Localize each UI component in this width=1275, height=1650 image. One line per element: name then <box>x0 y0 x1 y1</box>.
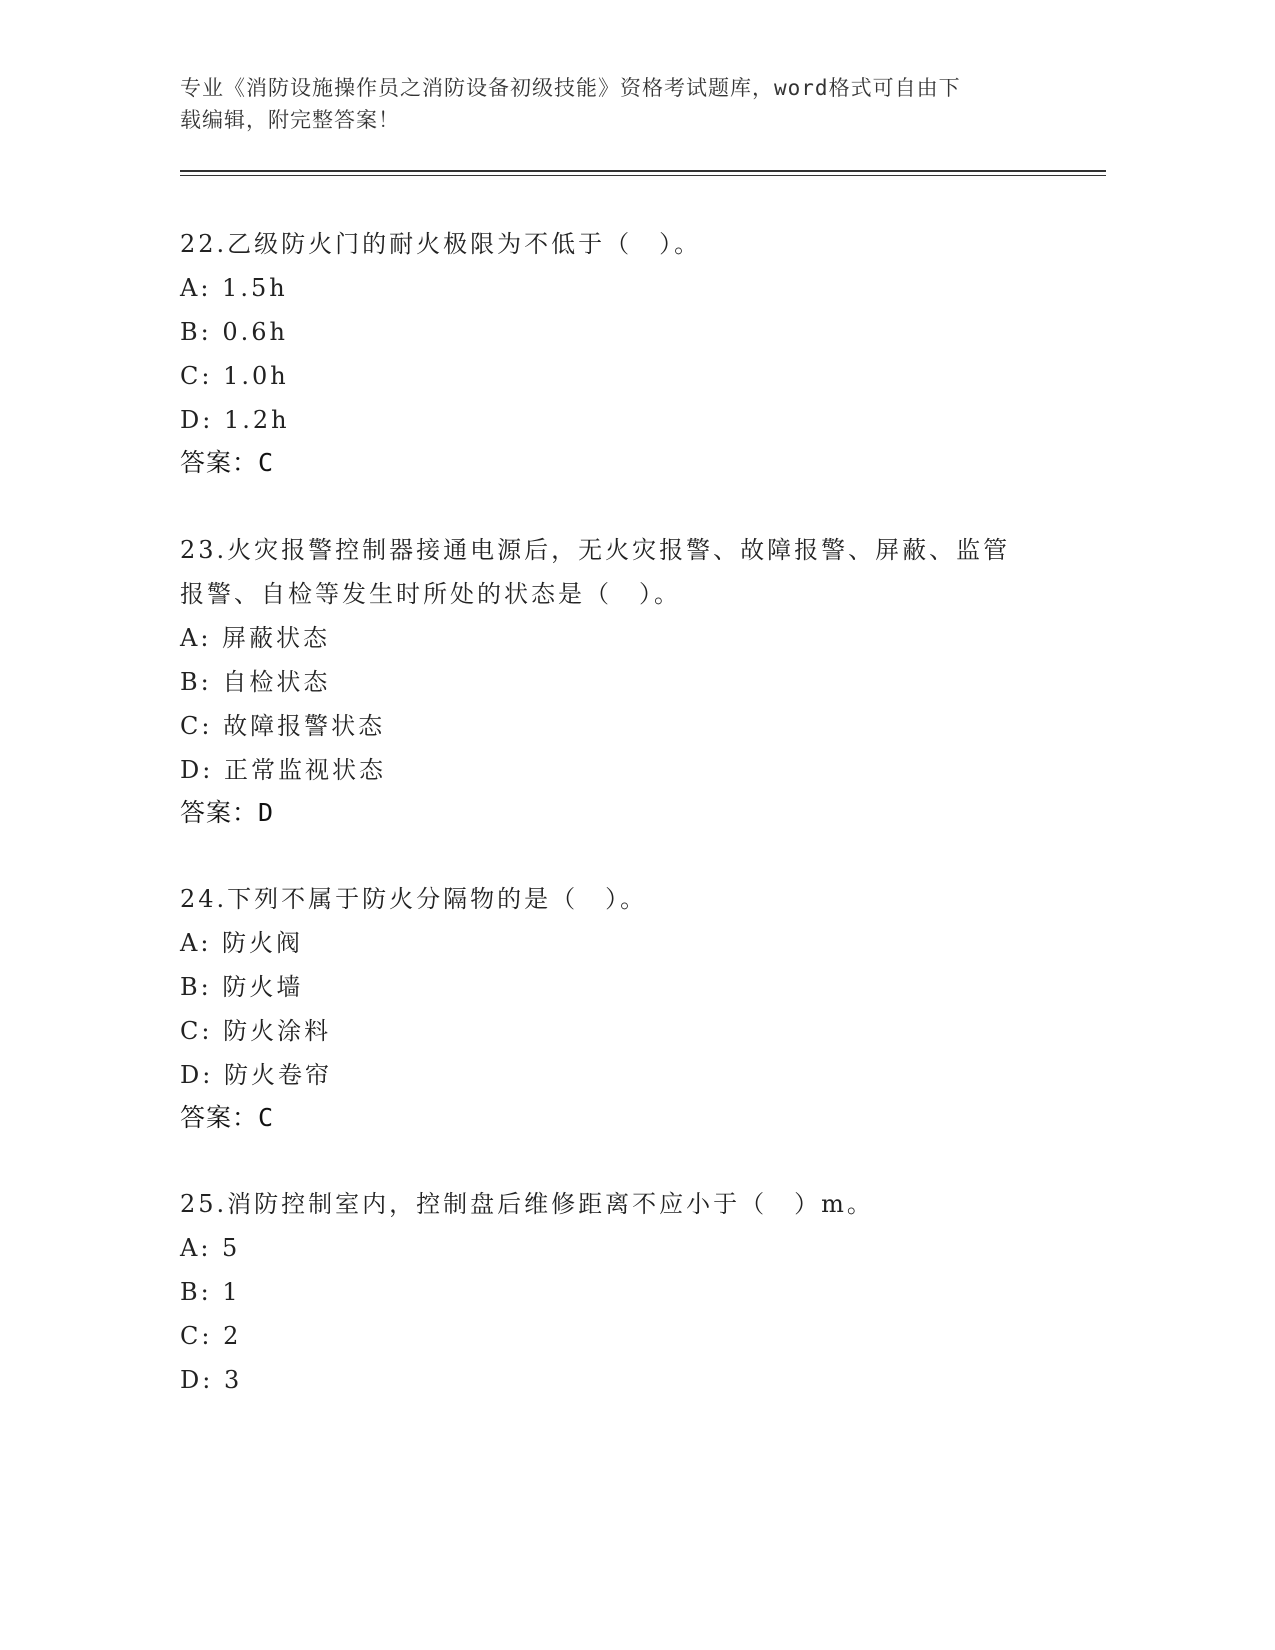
question-text: 24.下列不属于防火分隔物的是（ ）。 <box>180 885 648 913</box>
answer: 答案：C <box>180 1103 275 1132</box>
option-a: A: 1.5h <box>180 274 288 302</box>
question-text-line-2: 报警、自检等发生时所处的状态是（ ）。 <box>180 580 681 608</box>
question-text: 22.乙级防火门的耐火极限为不低于（ ）。 <box>180 230 702 258</box>
question-23 <box>180 528 1060 834</box>
question-25 <box>180 1182 1060 1402</box>
question-text-line-1: 23.火灾报警控制器接通电源后，无火灾报警、故障报警、屏蔽、监管 <box>180 536 1011 564</box>
answer: 答案：D <box>180 798 275 827</box>
option-b: B: 自检状态 <box>180 668 331 696</box>
header-divider-thick <box>180 170 1106 172</box>
question-text: 25.消防控制室内，控制盘后维修距离不应小于（ ）m。 <box>180 1190 874 1218</box>
option-b: B: 0.6h <box>180 318 288 346</box>
option-a: A: 屏蔽状态 <box>180 624 331 652</box>
option-d: D: 1.2h <box>180 406 290 434</box>
header-divider-thin <box>180 175 1106 176</box>
option-c: C: 2 <box>180 1322 242 1350</box>
option-d: D: 正常监视状态 <box>180 756 386 784</box>
option-c: C: 1.0h <box>180 362 289 390</box>
header-line-1: 专业《消防设施操作员之消防设备初级技能》资格考试题库，word格式可自由下 <box>180 76 961 100</box>
header-line-2: 载编辑，附完整答案！ <box>180 108 400 132</box>
option-c: C: 故障报警状态 <box>180 712 386 740</box>
option-d: D: 3 <box>180 1366 243 1394</box>
document-header <box>180 72 1060 136</box>
question-22 <box>180 222 1060 484</box>
option-c: C: 防火涂料 <box>180 1017 332 1045</box>
option-a: A: 5 <box>180 1234 241 1262</box>
answer: 答案：C <box>180 448 275 477</box>
option-b: B: 1 <box>180 1278 241 1306</box>
option-d: D: 防火卷帘 <box>180 1061 332 1089</box>
option-a: A: 防火阀 <box>180 929 304 957</box>
question-24 <box>180 877 1060 1139</box>
option-b: B: 防火墙 <box>180 973 304 1001</box>
